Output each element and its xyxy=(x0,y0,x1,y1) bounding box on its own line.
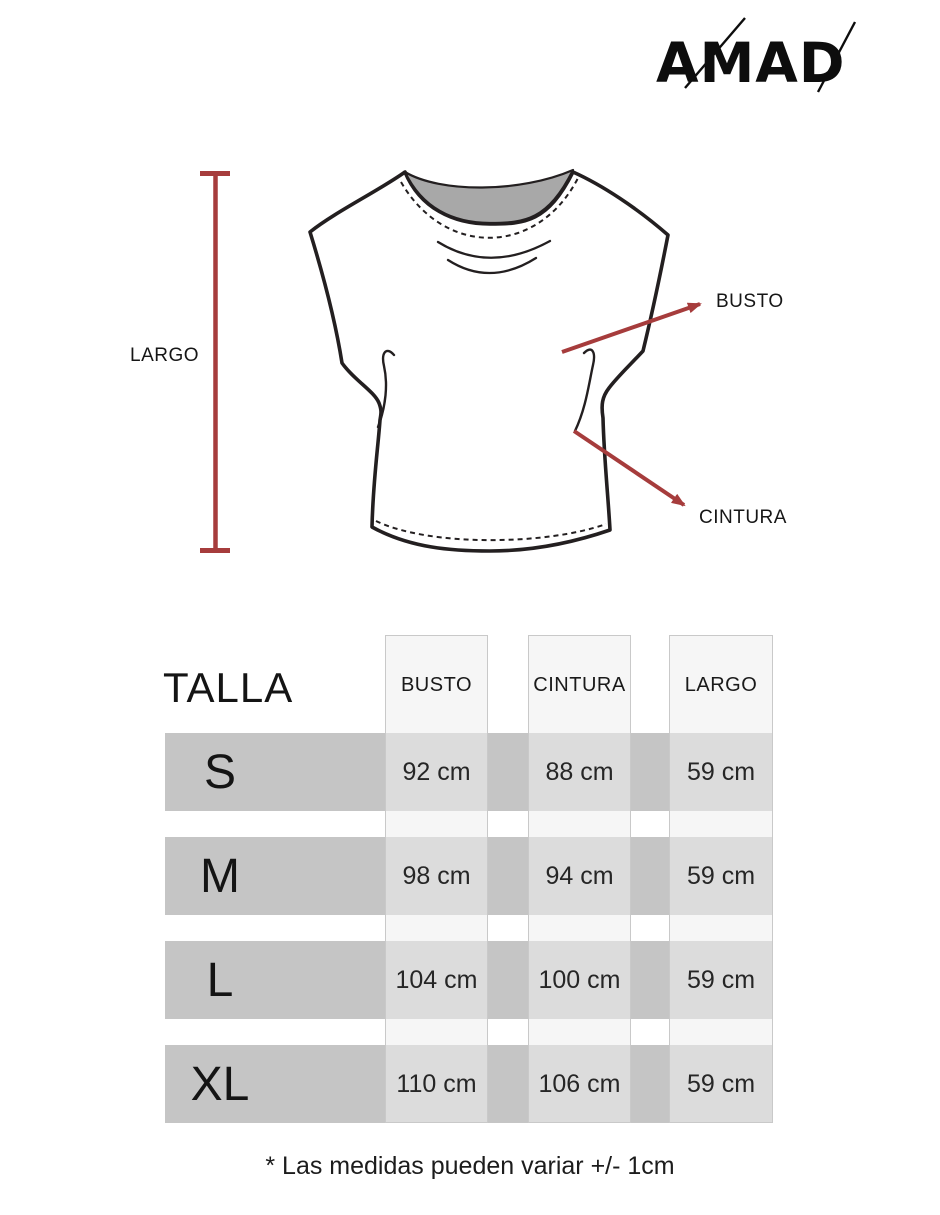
cintura-label: CINTURA xyxy=(699,507,787,528)
cell-cintura: 94 cm xyxy=(545,861,614,890)
cell-cintura: 106 cm xyxy=(538,1069,621,1098)
largo-label: LARGO xyxy=(130,345,200,366)
row-label-size: M xyxy=(200,849,240,903)
cell-busto: 110 cm xyxy=(396,1069,477,1098)
cell-busto: 98 cm xyxy=(402,861,471,890)
largo-measure-line xyxy=(200,174,230,551)
cell-busto: 92 cm xyxy=(402,757,471,786)
shirt-body-outline xyxy=(310,172,668,551)
cell-busto: 104 cm xyxy=(395,965,478,994)
column-header-cintura: CINTURA xyxy=(533,673,626,696)
shirt-drawing xyxy=(310,170,668,551)
cell-cintura: 100 cm xyxy=(538,965,621,994)
busto-label: BUSTO xyxy=(716,291,784,312)
row-label-size: L xyxy=(206,953,234,1007)
cell-largo: 59 cm xyxy=(686,757,756,786)
column-header-busto: BUSTO xyxy=(400,673,473,696)
cell-cintura: 88 cm xyxy=(545,757,614,786)
cell-largo: 59 cm xyxy=(686,861,756,890)
cell-largo: 59 cm xyxy=(686,965,756,994)
row-label-size: S xyxy=(203,745,236,799)
brand-logo-text: AMAD xyxy=(656,31,846,95)
column-header-largo: LARGO xyxy=(684,673,758,696)
row-label-size: XL xyxy=(190,1057,250,1111)
size-table-title: TALLA xyxy=(163,664,294,711)
measurement-disclaimer: * Las medidas pueden variar +/- 1cm xyxy=(265,1152,675,1180)
cell-largo: 59 cm xyxy=(686,1069,756,1098)
